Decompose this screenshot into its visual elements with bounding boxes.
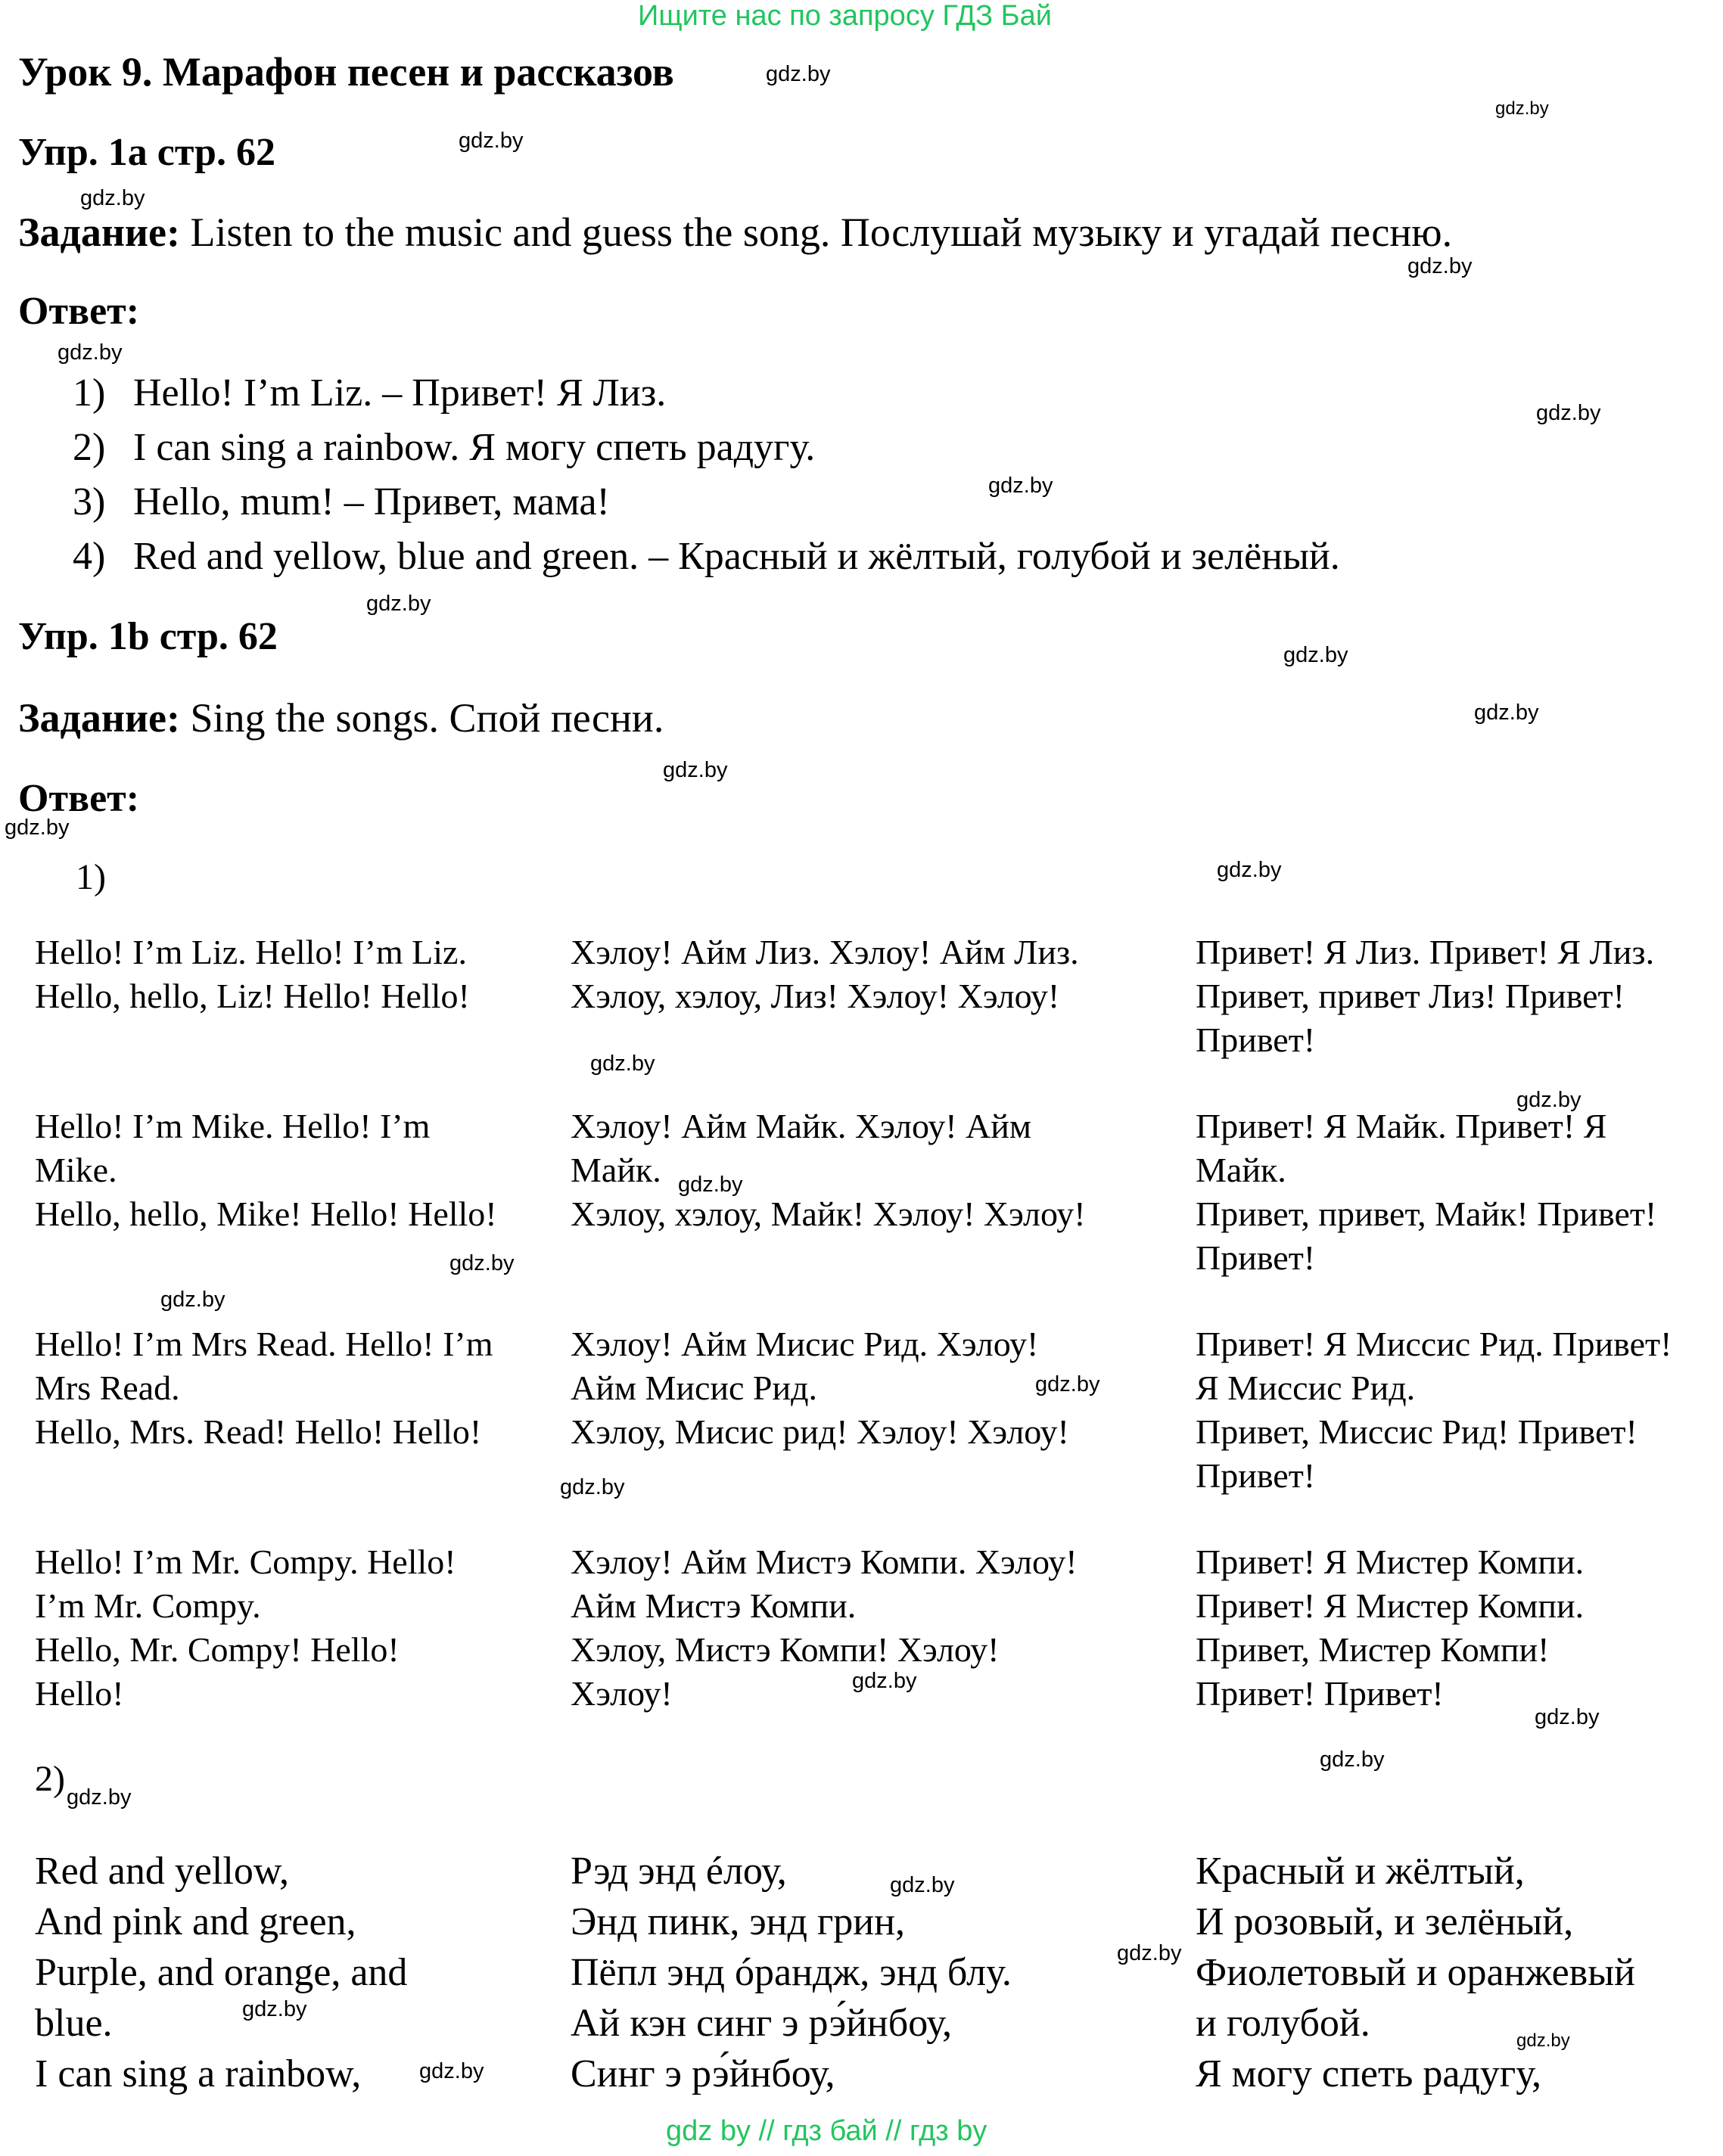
item-text: Red and yellow, blue and green. – Красный и жёлтый, голубой и зелёный.	[133, 535, 1340, 578]
stanza-transcription	[571, 930, 1079, 1018]
task-label: Задание:	[18, 210, 180, 255]
item-number: 4)	[73, 535, 106, 578]
lyric-line: Hello, hello, Liz! Hello! Hello!	[35, 977, 470, 1015]
lyric-line: Привет! Я Мистер Компи.	[1196, 1542, 1585, 1581]
lyric-line: I can sing a rainbow,	[35, 2052, 362, 2095]
watermark: gdz.by	[766, 62, 831, 86]
lyric-line: blue.	[35, 2002, 113, 2045]
item-text: I can sing a rainbow. Я могу спеть радугу.	[133, 426, 816, 469]
watermark: gdz.by	[560, 1475, 625, 1499]
exercise-1a-answer-label: Ответ:	[18, 290, 140, 333]
lyric-line: Привет! Привет!	[1196, 1674, 1444, 1713]
watermark: gdz.by	[80, 186, 145, 210]
watermark: gdz.by	[449, 1251, 515, 1275]
lyric-line: Синг э рэ́йнбоу,	[571, 2052, 835, 2095]
watermark: gdz.by	[1035, 1372, 1100, 1396]
lyric-line: Хэлоу, хэлоу, Лиз! Хэлоу! Хэлоу!	[571, 977, 1060, 1015]
watermark: gdz.by	[1283, 643, 1348, 667]
watermark: gdz.by	[988, 474, 1053, 498]
stanza-transcription	[571, 1322, 1069, 1454]
lyric-line: Хэлоу! Айм Лиз. Хэлоу! Айм Лиз.	[571, 933, 1079, 971]
exercise-1a-task	[18, 209, 1452, 256]
stanza-ru	[1196, 930, 1654, 1062]
watermark: gdz.by	[58, 340, 123, 365]
watermark: gdz.by	[419, 2059, 484, 2083]
watermark: gdz.by	[852, 1669, 917, 1693]
lyric-line: Red and yellow,	[35, 1850, 289, 1893]
lyric-line: Mrs Read.	[35, 1368, 180, 1407]
item-number: 3)	[73, 480, 106, 523]
lyric-line: Рэд энд éлоу,	[571, 1850, 787, 1893]
task-text: Listen to the music and guess the song. Послушай музыку и угадай песню.	[180, 210, 1453, 255]
watermark: gdz.by	[663, 758, 728, 782]
lyric-line: Хэлоу, Мисис рид! Хэлоу! Хэлоу!	[571, 1412, 1069, 1451]
watermark: gdz.by	[1474, 701, 1539, 725]
exercise-1b-title: Упр. 1b стр. 62	[18, 615, 278, 658]
watermark: gdz.by	[890, 1873, 955, 1897]
lyric-line: Энд пинк, энд грин,	[571, 1900, 905, 1943]
lyric-line: Hello!	[35, 1674, 124, 1713]
watermark: gdz.by	[1535, 1705, 1600, 1729]
lyric-line: Привет! Я Миссис Рид. Привет!	[1196, 1325, 1672, 1363]
lyric-line: Привет!	[1196, 1021, 1316, 1059]
watermark: gdz.by	[1320, 1747, 1385, 1772]
exercise-1b-answer-label: Ответ:	[18, 777, 140, 820]
lyric-line: Майк.	[571, 1151, 661, 1189]
lyric-line: Хэлоу!	[571, 1674, 673, 1713]
watermark: gdz.by	[1495, 98, 1549, 119]
item-number: 1)	[73, 371, 106, 415]
watermark: gdz.by	[160, 1288, 225, 1312]
lyric-line: Хэлоу! Айм Мисис Рид. Хэлоу!	[571, 1325, 1039, 1363]
stanza-ru	[1196, 1540, 1584, 1716]
lyric-line: Хэлоу, Мистэ Компи! Хэлоу!	[571, 1630, 1000, 1669]
answer-item	[73, 425, 815, 470]
lyric-line: Привет!	[1196, 1456, 1316, 1495]
watermark: gdz.by	[678, 1173, 743, 1197]
lyric-line: Purple, and orange, and	[35, 1951, 408, 1994]
watermark: gdz.by	[1117, 1941, 1182, 1965]
item-number: 2)	[73, 426, 106, 469]
item-text: Hello, mum! – Привет, мама!	[133, 480, 610, 523]
lyric-line: Хэлоу, хэлоу, Майк! Хэлоу! Хэлоу!	[571, 1194, 1086, 1233]
lyric-line: Привет! Я Лиз. Привет! Я Лиз.	[1196, 933, 1655, 971]
lyric-line: Красный и жёлтый,	[1196, 1850, 1525, 1893]
lyric-line: Hello! I’m Mr. Compy. Hello!	[35, 1542, 456, 1581]
lyric-line: Привет! Я Мистер Компи.	[1196, 1586, 1585, 1625]
lesson-title: Урок 9. Марафон песен и рассказов	[18, 49, 674, 95]
task-label: Задание:	[18, 695, 180, 741]
lyric-line: Hello! I’m Mike. Hello! I’m	[35, 1107, 431, 1145]
lyric-line: Хэлоу! Айм Майк. Хэлоу! Айм	[571, 1107, 1031, 1145]
lyric-line: Майк.	[1196, 1151, 1286, 1189]
watermark: gdz.by	[1217, 858, 1282, 882]
song2-ru	[1196, 1846, 1635, 2099]
item-text: Hello! I’m Liz. – Привет! Я Лиз.	[133, 371, 667, 415]
watermark: gdz.by	[459, 129, 524, 153]
watermark: gdz.by	[242, 1997, 307, 2021]
lyric-line: I’m Mr. Compy.	[35, 1586, 261, 1625]
song-2-label: 2)	[35, 1759, 65, 1799]
lyric-line: Привет, привет Лиз! Привет!	[1196, 977, 1625, 1015]
lyric-line: Я могу спеть радугу,	[1196, 2052, 1542, 2095]
stanza-en	[35, 1322, 493, 1454]
lyric-line: И розовый, и зелёный,	[1196, 1900, 1574, 1943]
stanza-ru	[1196, 1322, 1672, 1498]
lyric-line: Айм Мисис Рид.	[571, 1368, 818, 1407]
lyric-line: Привет! Я Майк. Привет! Я	[1196, 1107, 1607, 1145]
lyric-line: Привет, Миссис Рид! Привет!	[1196, 1412, 1637, 1451]
lyric-line: Hello! I’m Mrs Read. Hello! I’m	[35, 1325, 493, 1363]
answer-item	[73, 534, 1340, 579]
watermark: gdz.by	[5, 815, 70, 840]
top-banner: Ищите нас по запросу ГДЗ Бай	[638, 0, 1052, 32]
stanza-en	[35, 930, 470, 1018]
lyric-line: Hello, Mr. Compy! Hello!	[35, 1630, 400, 1669]
answer-item	[73, 371, 666, 415]
watermark: gdz.by	[67, 1785, 132, 1810]
exercise-1a-title: Упр. 1a стр. 62	[18, 131, 275, 174]
lyric-line: Привет!	[1196, 1238, 1316, 1277]
exercise-1b-task	[18, 694, 664, 741]
stanza-ru	[1196, 1104, 1656, 1280]
lyric-line: и голубой.	[1196, 2002, 1370, 2045]
lyric-line: Я Миссис Рид.	[1196, 1368, 1416, 1407]
lyric-line: Ай кэн синг э рэ́йнбоу,	[571, 2002, 953, 2045]
answer-item	[73, 480, 610, 524]
lyric-line: Hello! I’m Liz. Hello! I’m Liz.	[35, 933, 467, 971]
lyric-line: Хэлоу! Айм Мистэ Компи. Хэлоу!	[571, 1542, 1078, 1581]
lyric-line: Hello, hello, Mike! Hello! Hello!	[35, 1194, 497, 1233]
stanza-en	[35, 1540, 456, 1716]
song-1-label: 1)	[76, 857, 106, 897]
lyric-line: And pink and green,	[35, 1900, 356, 1943]
watermark: gdz.by	[366, 592, 431, 616]
watermark: gdz.by	[1516, 2030, 1570, 2051]
lyric-line: Фиолетовый и оранжевый	[1196, 1951, 1635, 1994]
watermark: gdz.by	[590, 1052, 655, 1076]
task-text: Sing the songs. Спой песни.	[180, 695, 664, 741]
bottom-banner: gdz by // гдз бай // гдз by	[666, 2115, 987, 2147]
watermark: gdz.by	[1516, 1088, 1581, 1112]
stanza-en	[35, 1104, 497, 1236]
lyric-line: Айм Мистэ Компи.	[571, 1586, 857, 1625]
stanza-transcription	[571, 1104, 1086, 1236]
lyric-line: Привет, Мистер Компи!	[1196, 1630, 1550, 1669]
watermark: gdz.by	[1407, 254, 1473, 278]
watermark: gdz.by	[1536, 401, 1601, 425]
lyric-line: Пёпл энд óрандж, энд блу.	[571, 1951, 1012, 1994]
song2-en	[35, 1846, 407, 2099]
lyric-line: Привет, привет, Майк! Привет!	[1196, 1194, 1657, 1233]
lyric-line: Hello, Mrs. Read! Hello! Hello!	[35, 1412, 482, 1451]
lyric-line: Mike.	[35, 1151, 117, 1189]
stanza-transcription	[571, 1540, 1078, 1716]
